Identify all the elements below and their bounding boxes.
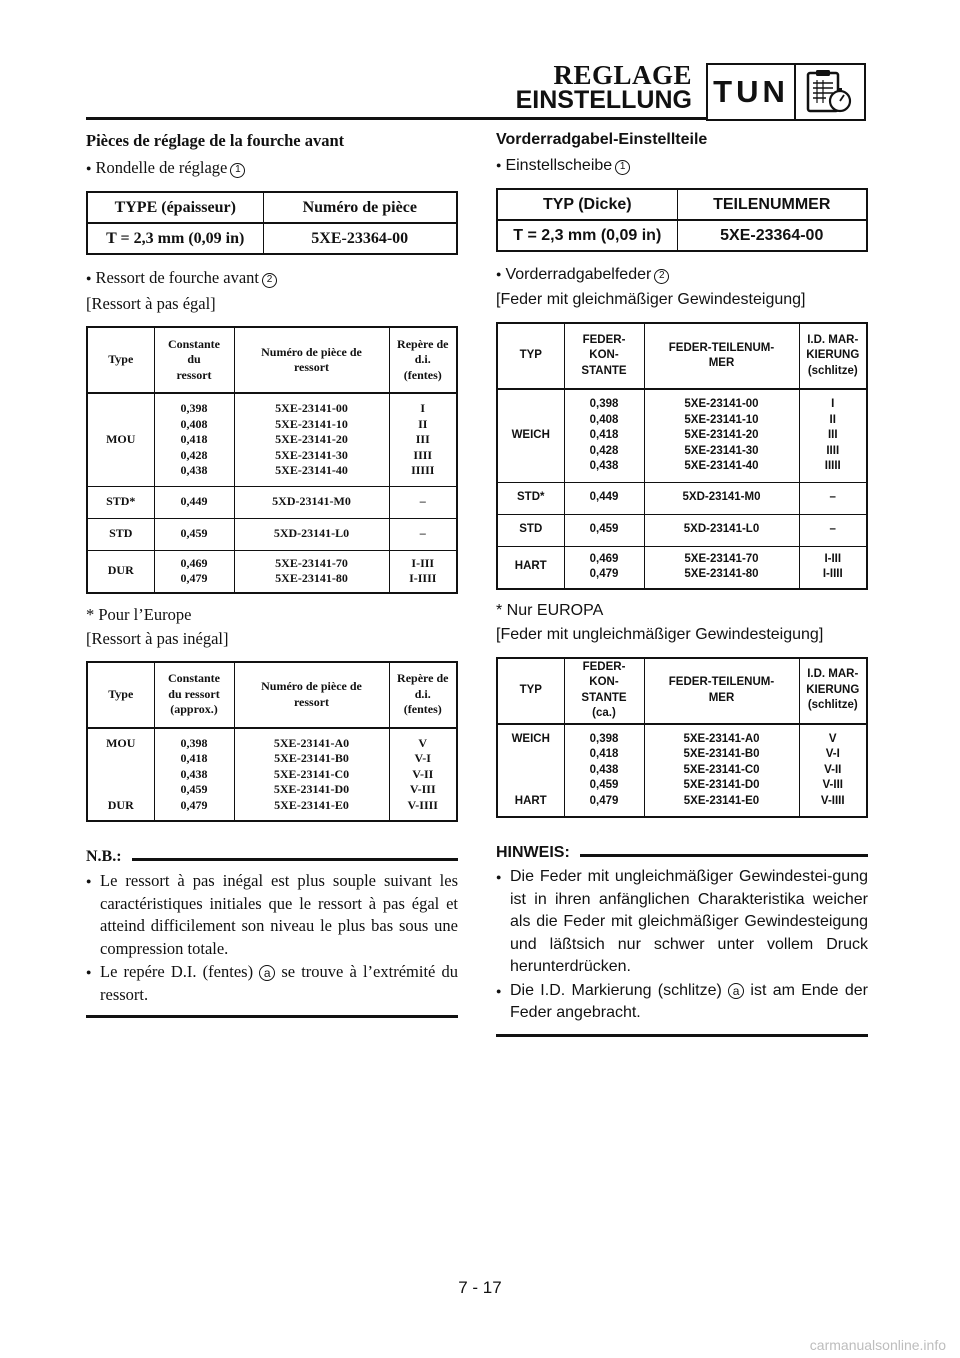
table-row — [497, 724, 867, 818]
table-row — [497, 514, 867, 546]
washer-label-line — [496, 155, 868, 178]
table-cell: WEICH — [497, 389, 564, 482]
table-header-cell: TYPE (épaisseur) — [87, 192, 263, 223]
note-item: ● Die Feder mit ungleichmäßiger Gewindestei-gung ist in ihren anfänglichen Charakteristika weicher als die Feder mit gleichmäßiger Gewindesteigung und läßtsich nur schwer unter vollem Druck herunterdrücken. — [496, 866, 868, 979]
table-header-cell: Repère de d.i. (fentes) — [389, 662, 457, 728]
table-cell: 5XE-23141-70 5XE-23141-80 — [644, 546, 799, 589]
table-cell: 0,459 — [564, 514, 644, 546]
note-header — [496, 844, 868, 862]
equal-pitch-label: [Ressort à pas égal] — [86, 294, 216, 313]
table-cell: T = 2,3 mm (0,09 in) — [497, 220, 677, 251]
note-body — [496, 862, 868, 1037]
note-title: N.B.: — [86, 848, 122, 865]
note-item-text-before: Le repére D.I. (fentes) — [100, 962, 260, 981]
washer-label-line — [86, 157, 458, 181]
callout-1: 1 — [230, 163, 245, 178]
watermark: carmanualsonline.info — [809, 1337, 946, 1353]
unequal-pitch-label: [Feder mit ungleichmäßiger Gewindesteigung] — [496, 625, 824, 643]
table-cell: 0,449 — [154, 486, 234, 518]
note-rule — [580, 854, 868, 857]
table-cell: 5XE-23141-A0 5XE-23141-B0 5XE-23141-C0 5XE-23141-D0 5XE-23141-E0 — [644, 724, 799, 818]
table-cell: MOU — [87, 393, 154, 486]
table-header-cell: Type — [87, 662, 154, 728]
table-cell: 5XE-23141-70 5XE-23141-80 — [234, 550, 389, 593]
table-cell: HART — [497, 546, 564, 589]
table-cell: 5XD-23141-M0 — [234, 486, 389, 518]
table-cell: STD* — [87, 486, 154, 518]
note-item: ● Le ressort à pas inégal est plus souple suivant les caractéristiques initiales que le ressort à pas égal et atteind difficilement son niveau le plus bas sous une compression totale. — [86, 870, 458, 960]
callout-a: a — [259, 965, 275, 981]
washer-table — [496, 188, 868, 252]
note-item-text-before: Die I.D. Markierung (schlitze) — [510, 981, 729, 999]
equal-pitch-label: [Feder mit gleichmäßiger Gewindesteigung] — [496, 291, 806, 308]
table-row — [87, 223, 457, 254]
table-header-row — [87, 662, 457, 728]
table-row — [497, 546, 867, 589]
table-header-cell: FEDER-TEILENUM- MER — [644, 323, 799, 389]
section-title: Vorderradgabel-Einstellteile — [496, 131, 708, 148]
table-cell: I II III IIII IIIII — [799, 389, 867, 482]
table-row — [497, 220, 867, 251]
column-german — [496, 131, 868, 1037]
table-cell: 0,398 0,408 0,418 0,428 0,438 — [564, 389, 644, 482]
note-box — [496, 844, 868, 1037]
table-header-cell: FEDER- KON- STANTE — [564, 323, 644, 389]
header-title-de: EINSTELLUNG — [515, 86, 692, 114]
spring-label: Vorderradgabelfeder — [505, 266, 652, 283]
page-number: 7 - 17 — [458, 1278, 502, 1297]
note-item — [86, 961, 458, 1006]
table-cell: WEICH HART — [497, 724, 564, 818]
table-cell: 5XD-23141-L0 — [234, 518, 389, 550]
table-header-cell: TYP (Dicke) — [497, 189, 677, 220]
table-cell: I-III I-IIII — [799, 546, 867, 589]
table-cell: 0,398 0,408 0,418 0,428 0,438 — [154, 393, 234, 486]
table-header-cell: Constante du ressort — [154, 327, 234, 393]
column-french — [86, 131, 458, 1018]
table-cell: DUR — [87, 550, 154, 593]
table-header-cell: Numéro de pièce — [263, 192, 457, 223]
unequal-pitch-label: [Ressort à pas inégal] — [86, 628, 229, 648]
table-header-cell: FEDER-TEILENUM- MER — [644, 658, 799, 724]
table-header-cell: TEILENUMMER — [677, 189, 867, 220]
clipboard-stopwatch-icon — [796, 65, 864, 119]
table-header-row — [87, 192, 457, 223]
table-cell: – — [389, 486, 457, 518]
table-cell: 5XD-23141-L0 — [644, 514, 799, 546]
table-row — [87, 550, 457, 593]
table-header-cell: Constante du ressort (approx.) — [154, 662, 234, 728]
table-cell: 0,449 — [564, 482, 644, 514]
table-header-row — [497, 658, 867, 724]
table-cell: V V-I V-II V-III V-IIII — [799, 724, 867, 818]
footnote: * Nur EUROPA — [496, 601, 604, 619]
table-cell: T = 2,3 mm (0,09 in) — [87, 223, 263, 254]
spring-label: Ressort de fourche avant — [95, 268, 260, 287]
table-cell: 5XE-23364-00 — [677, 220, 867, 251]
table-cell: 5XE-23364-00 — [263, 223, 457, 254]
table-cell: 5XE-23141-A0 5XE-23141-B0 5XE-23141-C0 5XE-23141-D0 5XE-23141-E0 — [234, 728, 389, 822]
washer-table — [86, 191, 458, 255]
table-header-cell: Type — [87, 327, 154, 393]
table-row — [87, 728, 457, 822]
table-cell: – — [389, 518, 457, 550]
header-title-fr: REGLAGE — [553, 60, 692, 90]
washer-label: Rondelle de réglage — [95, 158, 228, 177]
table-cell: I-III I-IIII — [389, 550, 457, 593]
unequal-spring-table — [496, 657, 868, 819]
callout-2: 2 — [654, 269, 669, 284]
table-cell: STD — [87, 518, 154, 550]
unequal-spring-table — [86, 661, 458, 823]
table-header-cell: I.D. MAR- KIERUNG (schlitze) — [799, 323, 867, 389]
table-header-cell: Numéro de pièce de ressort — [234, 327, 389, 393]
section-title: Pièces de réglage de la fourche avant — [86, 131, 345, 150]
table-header-row — [497, 323, 867, 389]
note-item — [496, 980, 868, 1025]
table-header-cell: FEDER- KON- STANTE (ca.) — [564, 658, 644, 724]
table-cell: 0,398 0,418 0,438 0,459 0,479 — [564, 724, 644, 818]
table-cell: 0,459 — [154, 518, 234, 550]
equal-spring-table — [86, 326, 458, 594]
spring-label-line — [86, 267, 458, 291]
equal-spring-table — [496, 322, 868, 590]
table-header-cell: Repère de d.i. (fentes) — [389, 327, 457, 393]
callout-a: a — [728, 983, 744, 999]
table-row — [497, 389, 867, 482]
table-cell: 5XE-23141-00 5XE-23141-10 5XE-23141-20 5XE-23141-30 5XE-23141-40 — [234, 393, 389, 486]
note-box — [86, 848, 458, 1018]
table-cell: 5XD-23141-M0 — [644, 482, 799, 514]
header-rule — [86, 117, 708, 120]
table-row — [87, 518, 457, 550]
section-code: TUN — [708, 65, 796, 119]
spring-label-line — [496, 264, 868, 287]
table-cell: MOU DUR — [87, 728, 154, 822]
section-badge — [706, 63, 866, 121]
table-header-cell: TYP — [497, 658, 564, 724]
callout-1: 1 — [615, 160, 630, 175]
table-cell: – — [799, 482, 867, 514]
note-item-text-after: se trouve à l’extrémité du ressort. — [100, 962, 458, 1004]
callout-2: 2 — [262, 273, 277, 288]
table-cell: STD — [497, 514, 564, 546]
footnote: * Pour l’Europe — [86, 604, 192, 624]
table-header-cell: Numéro de pièce de ressort — [234, 662, 389, 728]
note-title: HINWEIS: — [496, 844, 570, 861]
table-row — [87, 393, 457, 486]
table-header-cell: TYP — [497, 323, 564, 389]
note-item-text-after: ist am Ende der Feder angebracht. — [510, 981, 868, 1021]
table-cell: 0,469 0,479 — [564, 546, 644, 589]
note-body — [86, 866, 458, 1018]
table-header-row — [497, 189, 867, 220]
table-cell: I II III IIII IIIII — [389, 393, 457, 486]
note-rule — [132, 858, 458, 861]
table-cell: – — [799, 514, 867, 546]
table-cell: STD* — [497, 482, 564, 514]
table-header-row — [87, 327, 457, 393]
note-header — [86, 848, 458, 866]
table-cell: 0,398 0,418 0,438 0,459 0,479 — [154, 728, 234, 822]
washer-label: Einstellscheibe — [505, 157, 613, 174]
table-row — [497, 482, 867, 514]
table-cell: 5XE-23141-00 5XE-23141-10 5XE-23141-20 5XE-23141-30 5XE-23141-40 — [644, 389, 799, 482]
table-row — [87, 486, 457, 518]
table-cell: V V-I V-II V-III V-IIII — [389, 728, 457, 822]
table-header-cell: I.D. MAR- KIERUNG (schlitze) — [799, 658, 867, 724]
table-cell: 0,469 0,479 — [154, 550, 234, 593]
